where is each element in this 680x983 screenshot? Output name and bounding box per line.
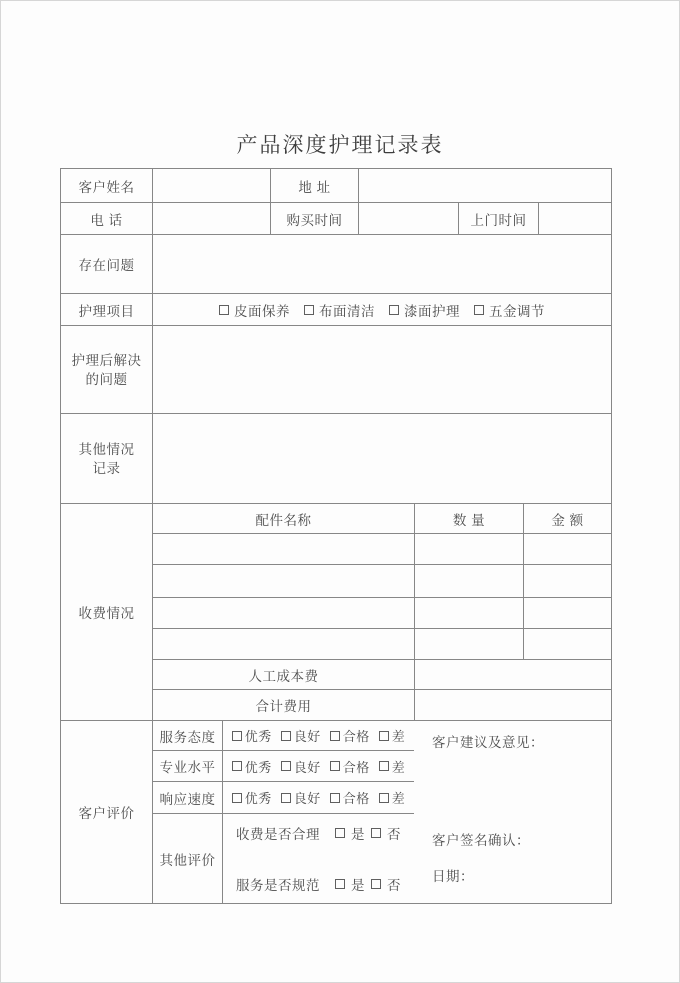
total-cost-row: [153, 690, 611, 720]
quantity-input-4[interactable]: [415, 629, 524, 659]
checkbox-icon[interactable]: [330, 761, 340, 771]
purchase-time-input[interactable]: [359, 203, 459, 234]
checkbox-icon[interactable]: [379, 731, 389, 741]
row-existing-problems: [61, 235, 611, 294]
signature-label: 客户签名确认：: [432, 833, 530, 848]
labor-cost-row: [153, 660, 611, 690]
professional-level-label: 专业水平: [153, 751, 223, 781]
checkbox-icon[interactable]: [281, 731, 291, 741]
rating-option[interactable]: 优秀: [232, 757, 272, 776]
checkbox-icon[interactable]: [335, 879, 345, 889]
response-speed-row: [153, 782, 414, 814]
existing-problems-label: 存在问题: [61, 235, 153, 293]
charges-label: 收费情况: [61, 504, 153, 720]
evaluation-label: 客户评价: [61, 721, 153, 903]
checkbox-icon[interactable]: [330, 793, 340, 803]
row-evaluation: [61, 721, 611, 903]
rating-option[interactable]: 良好: [281, 788, 321, 807]
date-label: 日期：: [432, 869, 474, 884]
rating-option[interactable]: 差: [379, 788, 406, 807]
labor-cost-input[interactable]: [415, 660, 611, 689]
quantity-input-3[interactable]: [415, 598, 524, 628]
customer-name-label: 客户姓名: [61, 169, 153, 202]
rating-option[interactable]: 合格: [330, 726, 370, 745]
part-name-input-1[interactable]: [153, 534, 415, 564]
part-name-input-2[interactable]: [153, 565, 415, 597]
post-care-input[interactable]: [153, 326, 611, 413]
total-cost-input[interactable]: [415, 690, 611, 720]
checkbox-icon[interactable]: [304, 305, 314, 315]
response-speed-label: 响应速度: [153, 782, 223, 813]
row-phone-times: [61, 203, 611, 235]
form-table: [60, 168, 612, 904]
address-input[interactable]: [359, 169, 611, 202]
part-name-header: 配件名称: [153, 504, 415, 533]
checkbox-icon[interactable]: [232, 761, 242, 771]
visit-time-input[interactable]: [539, 203, 611, 234]
rating-option[interactable]: 合格: [330, 788, 370, 807]
row-post-care: [61, 326, 611, 414]
care-items-options: [153, 294, 611, 325]
checkbox-icon[interactable]: [232, 731, 242, 741]
quantity-header: 数 量: [415, 504, 524, 533]
checkbox-label: 漆面护理: [404, 303, 460, 319]
charges-blank-row: [153, 534, 611, 565]
row-charges: [61, 504, 611, 721]
service-standard-label: 服务是否规范: [236, 878, 320, 893]
service-attitude-label: 服务态度: [153, 721, 223, 750]
phone-label: 电 话: [61, 203, 153, 234]
other-evaluation-options: [223, 814, 414, 903]
amount-input-1[interactable]: [524, 534, 611, 564]
existing-problems-input[interactable]: [153, 235, 611, 293]
evaluation-subtable: [153, 721, 414, 903]
rating-option[interactable]: 合格: [330, 757, 370, 776]
charges-header-row: [153, 504, 611, 534]
checkbox-label: 皮面保养: [234, 303, 290, 319]
amount-input-2[interactable]: [524, 565, 611, 597]
charges-blank-row: [153, 598, 611, 629]
checkbox-icon[interactable]: [219, 305, 229, 315]
evaluation-right-cell[interactable]: [414, 721, 611, 903]
checkbox-icon[interactable]: [474, 305, 484, 315]
checkbox-icon[interactable]: [335, 828, 345, 838]
phone-input[interactable]: [153, 203, 271, 234]
row-care-items: [61, 294, 611, 326]
care-option-paint[interactable]: [389, 300, 460, 320]
customer-name-input[interactable]: [153, 169, 271, 202]
checkbox-label: 五金调节: [489, 303, 545, 319]
rating-option[interactable]: 优秀: [232, 788, 272, 807]
charges-subtable: [153, 504, 611, 720]
other-notes-input[interactable]: [153, 414, 611, 503]
charges-blank-row: [153, 629, 611, 660]
purchase-time-label: 购买时间: [271, 203, 359, 234]
row-customer-address: [61, 169, 611, 203]
other-evaluation-label: 其他评价: [153, 814, 223, 903]
part-name-input-4[interactable]: [153, 629, 415, 659]
checkbox-icon[interactable]: [371, 879, 381, 889]
amount-input-3[interactable]: [524, 598, 611, 628]
address-label: 地 址: [271, 169, 359, 202]
care-option-leather[interactable]: [219, 300, 290, 320]
checkbox-icon[interactable]: [281, 761, 291, 771]
service-attitude-options: [223, 721, 414, 750]
other-notes-label: 其他情况 记录: [61, 414, 153, 503]
checkbox-icon[interactable]: [379, 761, 389, 771]
professional-level-options: [223, 751, 414, 781]
part-name-input-3[interactable]: [153, 598, 415, 628]
charges-blank-row: [153, 565, 611, 598]
other-evaluation-row: [153, 814, 414, 903]
form-title: 产品深度护理记录表: [236, 134, 444, 157]
quantity-input-2[interactable]: [415, 565, 524, 597]
care-option-hardware[interactable]: [474, 300, 545, 320]
rating-option[interactable]: 差: [379, 757, 406, 776]
row-other-notes: [61, 414, 611, 504]
checkbox-icon[interactable]: [281, 793, 291, 803]
checkbox-icon[interactable]: [371, 828, 381, 838]
response-speed-options: [223, 782, 414, 813]
checkbox-icon[interactable]: [330, 731, 340, 741]
checkbox-icon[interactable]: [379, 793, 389, 803]
amount-header: 金 额: [551, 512, 584, 528]
post-care-label: 护理后解决 的问题: [61, 326, 153, 413]
rating-option[interactable]: 良好: [281, 726, 321, 745]
professional-level-row: [153, 751, 414, 782]
care-option-fabric[interactable]: [304, 300, 375, 320]
checkbox-label: 布面清洁: [319, 303, 375, 319]
rating-option[interactable]: 差: [379, 726, 406, 745]
fee-reasonable-label: 收费是否合理: [236, 827, 320, 842]
service-attitude-row: [153, 721, 414, 751]
fee-reasonable-line: 收费是否合理 是 否: [236, 823, 401, 843]
care-items-label: 护理项目: [61, 294, 153, 325]
service-standard-line: 服务是否规范 是 否: [236, 874, 401, 894]
total-cost-label: 合计费用: [153, 690, 415, 720]
suggestions-label: 客户建议及意见：: [432, 735, 544, 750]
visit-time-label: 上门时间: [459, 203, 539, 234]
amount-input-4[interactable]: [524, 629, 611, 659]
checkbox-icon[interactable]: [232, 793, 242, 803]
quantity-input-1[interactable]: [415, 534, 524, 564]
rating-option[interactable]: 良好: [281, 757, 321, 776]
checkbox-icon[interactable]: [389, 305, 399, 315]
rating-option[interactable]: 优秀: [232, 726, 272, 745]
labor-cost-label: 人工成本费: [153, 660, 415, 689]
